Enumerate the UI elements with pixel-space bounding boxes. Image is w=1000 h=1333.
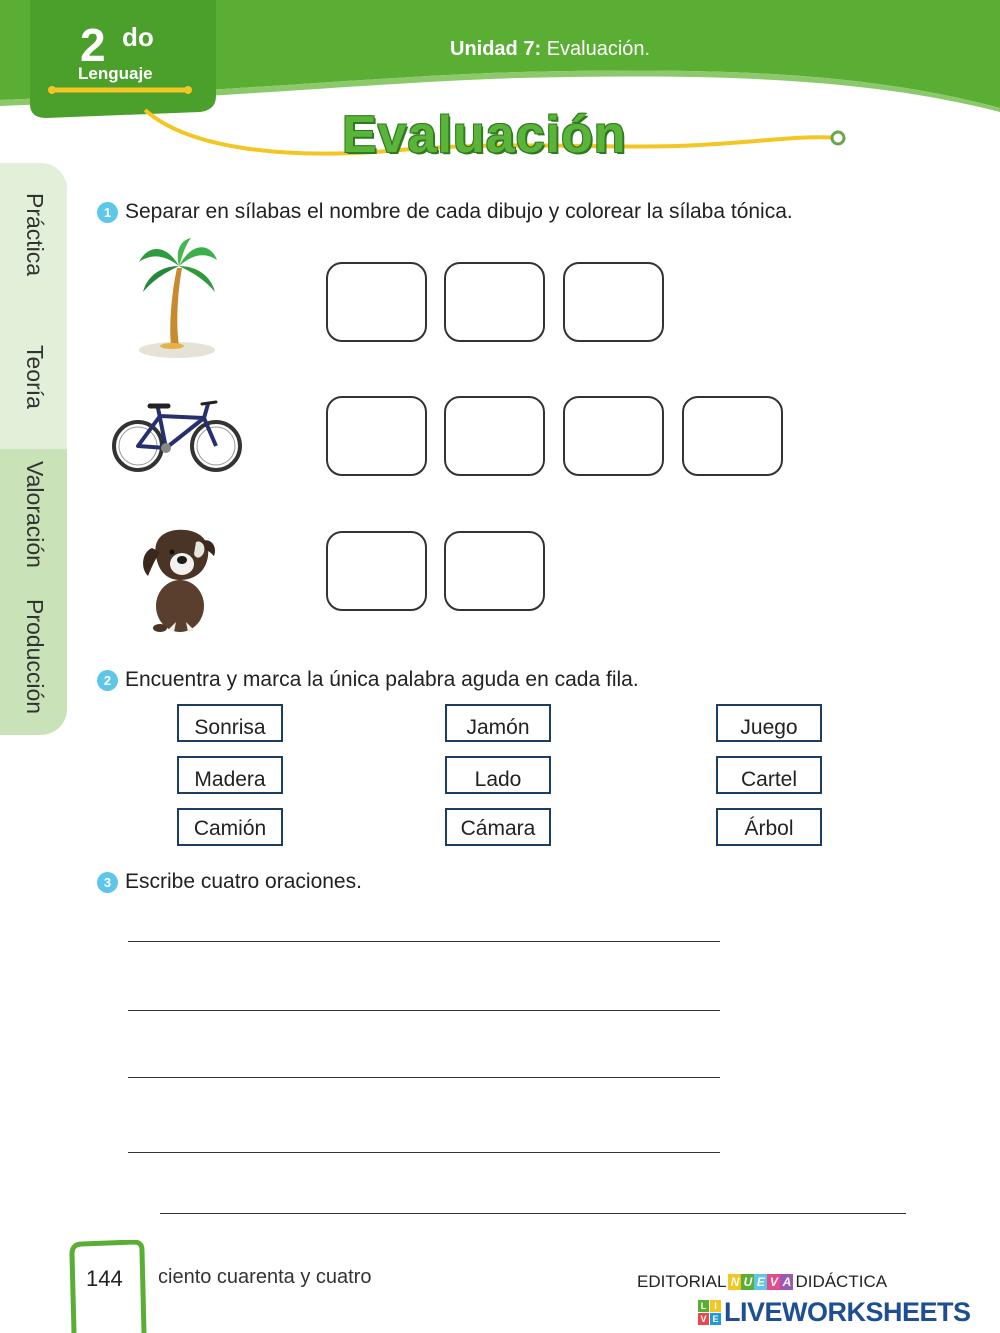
writing-line-3[interactable]	[128, 1077, 720, 1078]
grade-suffix: do	[122, 22, 154, 52]
logo-letter: L	[698, 1300, 709, 1312]
word-option[interactable]: Lado	[445, 756, 551, 794]
liveworksheets-brand	[698, 1297, 971, 1328]
liveworksheets-text: LIVEWORKSHEETS	[724, 1297, 971, 1327]
palm-tree-icon	[135, 236, 219, 360]
grade-number: 2	[80, 19, 106, 71]
word-option[interactable]: Jamón	[445, 704, 551, 742]
editorial-right: DIDÁCTICA	[795, 1272, 888, 1291]
syllable-box-bike-2[interactable]	[444, 396, 545, 476]
syllable-box-palm-3[interactable]	[563, 262, 664, 342]
side-tab-practica: Práctica	[22, 193, 48, 277]
page-number-words: ciento cuarenta y cuatro	[158, 1266, 372, 1288]
syllable-box-bike-3[interactable]	[563, 396, 664, 476]
syllable-box-dog-1[interactable]	[326, 531, 427, 611]
nueva-letter: E	[754, 1274, 767, 1290]
syllable-box-dog-2[interactable]	[444, 531, 545, 611]
exercise-3-instruction	[97, 870, 362, 894]
liveworksheets-logo-icon	[698, 1300, 721, 1325]
logo-letter: V	[698, 1313, 709, 1325]
word-option[interactable]: Cámara	[445, 808, 551, 846]
word-option[interactable]: Madera	[177, 756, 283, 794]
editorial-left: EDITORIAL	[637, 1272, 727, 1291]
editorial-credit	[637, 1272, 887, 1292]
word-option[interactable]: Camión	[177, 808, 283, 846]
word-option[interactable]: Cartel	[716, 756, 822, 794]
syllable-box-bike-1[interactable]	[326, 396, 427, 476]
nueva-letter: V	[767, 1274, 780, 1290]
exercise-1-number: 1	[97, 202, 118, 223]
unit-heading	[450, 38, 650, 61]
unit-title: Evaluación.	[546, 38, 651, 60]
exercise-3-number: 3	[97, 872, 118, 893]
exercise-3-text: Escribe cuatro oraciones.	[125, 870, 362, 893]
nueva-letter: A	[780, 1274, 793, 1290]
writing-line-4[interactable]	[128, 1152, 720, 1153]
nueva-letter: N	[728, 1274, 741, 1290]
word-option[interactable]: Árbol	[716, 808, 822, 846]
writing-line-1[interactable]	[128, 941, 720, 942]
exercise-2-text: Encuentra y marca la única palabra aguda en cada fila.	[125, 668, 639, 691]
exercise-2-number: 2	[97, 670, 118, 691]
subject-label: Lenguaje	[78, 64, 153, 83]
side-tab-teoria: Teoría	[22, 345, 48, 409]
writing-line-2[interactable]	[128, 1010, 720, 1011]
side-tabs	[0, 163, 67, 735]
exercise-1-text: Separar en sílabas el nombre de cada dibujo y colorear la sílaba tónica.	[125, 200, 793, 223]
syllable-box-bike-4[interactable]	[682, 396, 783, 476]
side-tab-valoracion: Valoración	[22, 461, 48, 568]
unit-label: Unidad 7:	[450, 38, 542, 60]
footer-divider	[160, 1213, 906, 1214]
word-option[interactable]: Juego	[716, 704, 822, 742]
page-number: 144	[86, 1266, 123, 1291]
word-option[interactable]: Sonrisa	[177, 704, 283, 742]
bicycle-icon	[112, 398, 244, 476]
grade-badge	[28, 0, 214, 118]
page-title: Evaluación	[342, 106, 627, 164]
nueva-letter: U	[741, 1274, 754, 1290]
syllable-box-palm-2[interactable]	[444, 262, 545, 342]
nueva-logo	[728, 1274, 793, 1290]
puppy-icon	[138, 526, 220, 638]
exercise-2-instruction	[97, 668, 639, 692]
syllable-box-palm-1[interactable]	[326, 262, 427, 342]
logo-letter: E	[710, 1313, 721, 1325]
side-tab-produccion: Producción	[22, 599, 48, 715]
exercise-1-instruction	[97, 200, 793, 224]
logo-letter: I	[710, 1300, 721, 1312]
